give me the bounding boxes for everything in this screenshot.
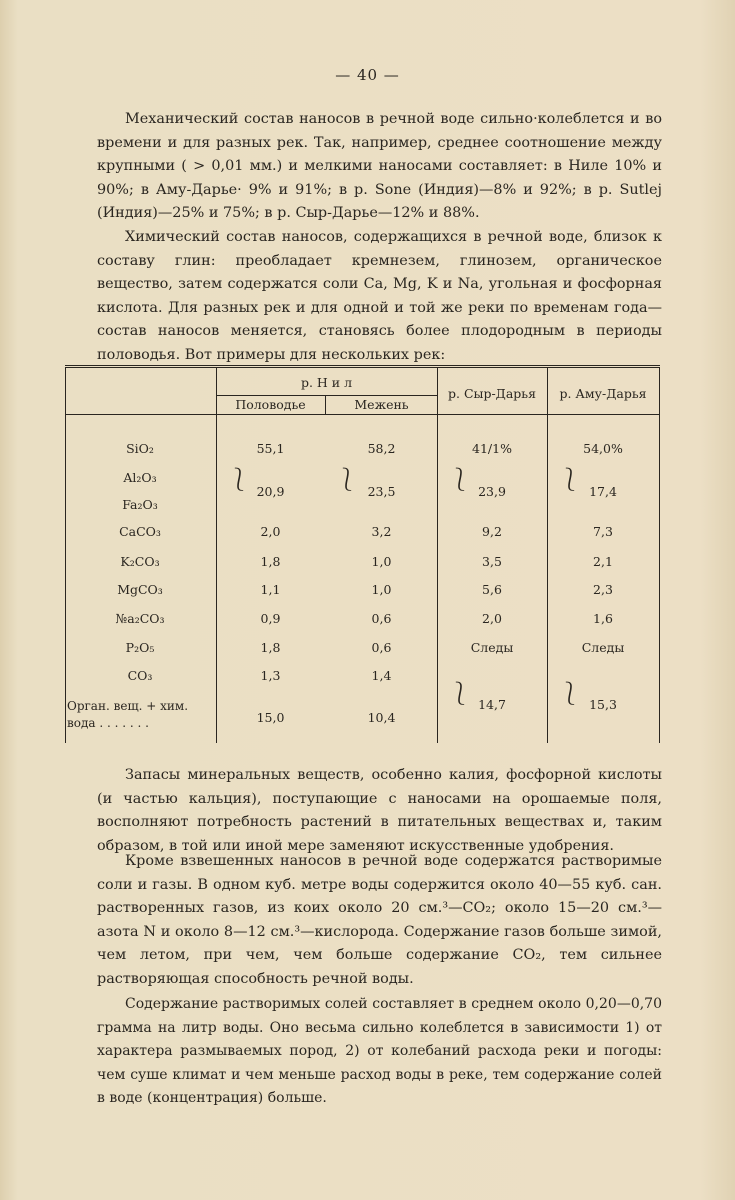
cell-flood: 1,8 [260, 554, 281, 569]
header-low-water: Межень [354, 397, 409, 412]
cell-flood: 1,1 [260, 582, 281, 597]
row-label: MgCO₃ [117, 582, 163, 597]
cell-syr: 14,7 [478, 697, 506, 712]
cell-low: 1,0 [371, 582, 392, 597]
cell-low: 3,2 [371, 524, 392, 539]
row-label: Орган. вещ. + хим. вода . . . . . . . [67, 699, 189, 730]
row-label: SiO₂ [126, 441, 154, 456]
page-number: — 40 — [335, 66, 400, 84]
cell-flood: 1,8 [260, 640, 281, 655]
cell-syr: 41/1% [472, 441, 512, 456]
cell-amu: 2,3 [593, 582, 613, 597]
cell-low: 10,4 [367, 710, 396, 725]
brace-icon: ⎱ [449, 468, 472, 493]
paragraph-text: Содержание растворимых солей составляет в среднем около 0,20—0,70 грамма на литр воды. Оно весьма сильно колеблется в зависимости 1) от характера размываемых пород, 2) от колебаний расхода реки и погоды: чем суше климат и чем меньше расход воды в реке, тем содержание солей в воде (концентрация) больше. [97, 996, 662, 1106]
brace-icon: ⎱ [228, 468, 251, 493]
cell-amu: 17,4 [589, 484, 617, 499]
cell-syr: 2,0 [482, 611, 502, 626]
header-nile: р. Н и л [300, 375, 353, 390]
paragraph-dissolved-gases [97, 850, 662, 991]
cell-low: 23,5 [367, 484, 396, 499]
brace-icon: ⎱ [559, 468, 582, 493]
cell-flood: 2,0 [260, 524, 281, 539]
cell-low: 0,6 [371, 611, 392, 626]
row-label: K₂CO₃ [120, 554, 160, 569]
paragraph-text: Запасы минеральных веществ, особенно калия, фосфорной кислоты (и частью кальция), поступающие с наносами на орошаемые поля, восполняют потребность растений в питательных веществах и, таким образом, в той или иной мере заменяют искусственные удобрения. [97, 767, 662, 854]
header-flood: Половодье [235, 397, 306, 412]
row-label: Fa₂O₃ [122, 497, 158, 512]
cell-flood: 20,9 [256, 484, 285, 499]
cell-syr: 9,2 [482, 524, 502, 539]
table-rule [216, 395, 437, 396]
cell-amu: 15,3 [589, 697, 617, 712]
table-rule [659, 367, 660, 743]
paragraph-text: Механический состав наносов в речной воде сильно·колеблется и во времени и для разных рек. Так, например, среднее соотношение между крупными ( > 0,01 мм.) и мелкими наносами составляет: в Ниле 10% и 90%; в Аму-Дарье· 9% и 91%; в р. Sone (Индия)—8% и 92%; в р. Sutlej (Индия)—25% и 75%; в р. Сыр-Дарье—12% и 88%. [97, 111, 662, 221]
row-label: CO₃ [127, 668, 153, 683]
paragraph-sediment-composition [97, 108, 662, 226]
paragraph-mineral-reserves [97, 764, 662, 858]
paragraph-dissolved-salts [97, 993, 662, 1111]
brace-icon: ⎱ [336, 468, 359, 493]
cell-syr: 5,6 [482, 582, 502, 597]
row-label: №a₂CO₃ [115, 611, 165, 626]
cell-amu: 1,6 [593, 611, 613, 626]
cell-syr: 23,9 [478, 484, 506, 499]
row-label: CaCO₃ [119, 524, 161, 539]
paragraph-text: Кроме взвешенных наносов в речной воде содержатся растворимые соли и газы. В одном куб. метре воды содержится около 40—55 куб. сан. растворенных газов, из коих около 20 см.³—CO₂; около 15—20 см.³—азота N и около 8—12 см.³—кислорода. Содержание газов больше зимой, чем летом, при чем, чем больше содержание CO₂, тем сильнее растворяющая способность речной воды. [97, 853, 662, 987]
cell-amu: Следы [581, 640, 625, 655]
row-label: Al₂O₃ [123, 470, 157, 485]
cell-low: 1,0 [371, 554, 392, 569]
brace-icon: ⎱ [449, 682, 472, 707]
cell-amu: 7,3 [593, 524, 613, 539]
table-rule [65, 414, 660, 415]
cell-amu: 2,1 [593, 554, 613, 569]
paragraph-chemical-composition [97, 226, 662, 367]
cell-syr: Следы [470, 640, 514, 655]
cell-low: 58,2 [367, 441, 396, 456]
cell-syr: 3,5 [482, 554, 502, 569]
cell-flood: 1,3 [260, 668, 281, 683]
paragraph-text: Химический состав наносов, содержащихся в речной воде, близок к составу глин: преобладает кремнезем, глинозем, органическое вещество, затем содержатся соли Ca, Mg, K и Na, угольная и фосфорная кислота. Для разных рек и для одной и той же реки по временам года—состав наносов меняется, становясь более плодородным в периоды половодья. Вот примеры для нескольких рек: [97, 229, 662, 363]
header-amu-darya: р. Аму-Дарья [559, 386, 647, 401]
cell-low: 0,6 [371, 640, 392, 655]
cell-flood: 55,1 [256, 441, 285, 456]
cell-flood: 15,0 [256, 710, 285, 725]
header-syr-darya: р. Сыр-Дарья [448, 386, 536, 401]
brace-icon: ⎱ [559, 682, 582, 707]
row-label: P₂O₅ [125, 640, 155, 655]
cell-flood: 0,9 [260, 611, 281, 626]
cell-amu: 54,0% [583, 441, 623, 456]
cell-low: 1,4 [371, 668, 392, 683]
